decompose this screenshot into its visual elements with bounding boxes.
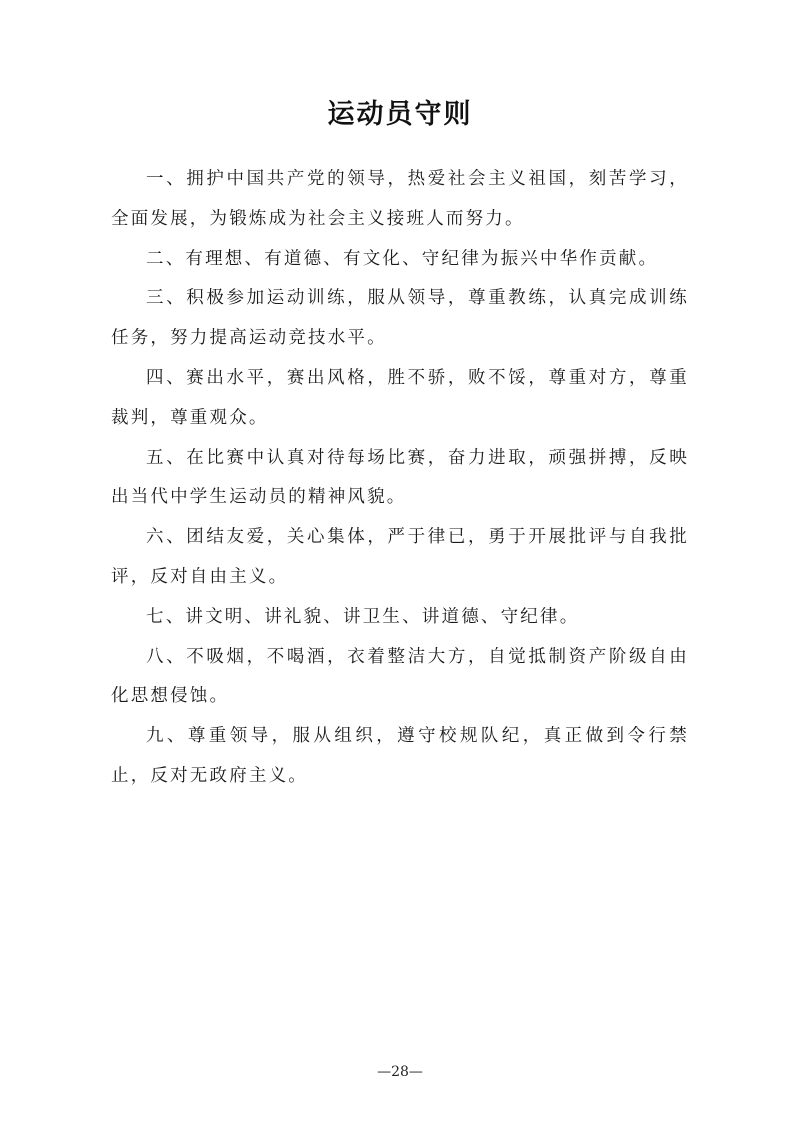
document-body xyxy=(111,160,689,797)
rule-paragraph-8: 八、不吸烟，不喝酒，衣着整洁大方，自觉抵制资产阶级自由化思想侵蚀。 xyxy=(111,646,689,707)
rule-paragraph-2: 二、有理想、有道德、有文化、守纪律为振兴中华作贡献。 xyxy=(146,248,659,269)
rule-paragraph-5: 五、在比赛中认真对待每场比赛，奋力进取，顽强拼搏，反映出当代中学生运动员的精神风貌。 xyxy=(111,447,689,508)
document-title: 运动员守则 xyxy=(327,99,473,130)
rule-paragraph-3: 三、积极参加运动训练，服从领导，尊重教练，认真完成训练任务，努力提高运动竞技水平。 xyxy=(111,288,689,349)
rule-paragraph-6: 六、团结友爱，关心集体，严于律已，勇于开展批评与自我批评，反对自由主义。 xyxy=(111,527,689,587)
page-number: —28— xyxy=(377,1064,423,1080)
rule-paragraph-1: 一、拥护中国共产党的领导，热爱社会主义祖国，刻苦学习，全面发展，为锻炼成为社会主义接班人而努力。 xyxy=(111,169,689,229)
rule-paragraph-4: 四、赛出水平，赛出风格，胜不骄，败不馁，尊重对方，尊重裁判，尊重观众。 xyxy=(111,367,689,428)
rule-paragraph-7: 七、讲文明、讲礼貌、讲卫生、讲道德、守纪律。 xyxy=(146,606,580,627)
rule-paragraph-9: 九、尊重领导，服从组织，遵守校规队纪，真正做到令行禁止，反对无政府主义。 xyxy=(111,726,689,786)
